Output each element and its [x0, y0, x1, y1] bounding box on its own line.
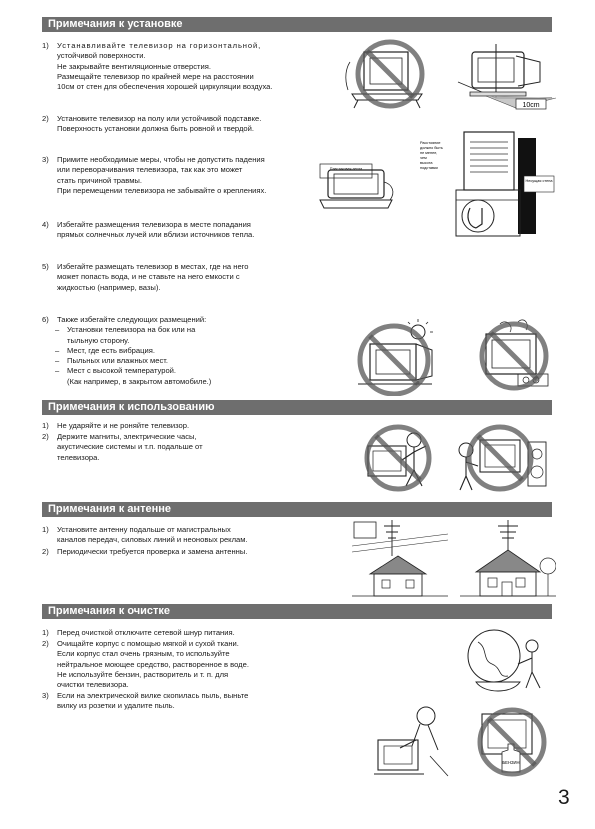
- item-line: Не ударяйте и не роняйте телевизор.: [57, 421, 190, 430]
- magnet-illustration: [450, 420, 554, 496]
- item-number: 2): [42, 432, 49, 441]
- sub-item-line: [57, 366, 211, 376]
- item-line: Также избегайте следующих размещений:: [57, 315, 207, 324]
- sun-heat-illustration: [350, 316, 440, 396]
- item-line: При перемещении телевизора не забывайте о креплениях.: [57, 185, 267, 195]
- sub-item-text: тыльную сторону.: [67, 335, 130, 345]
- item-line: Периодически требуется проверка и замена антенны.: [57, 547, 248, 556]
- unplug-illustration: [448, 620, 552, 700]
- item-number: 6): [42, 315, 49, 324]
- item-line: может попасть вода, и не ставьте на него емкости с: [57, 272, 240, 282]
- antenna-power-lines-illustration: [352, 516, 448, 598]
- dash-bullet: –: [55, 356, 60, 366]
- svg-text:не менее,: не менее,: [420, 151, 438, 155]
- item-number: 2): [42, 639, 49, 648]
- item-line: телевизора.: [57, 452, 100, 462]
- item-number: 3): [42, 155, 49, 164]
- no-solvent-illustration: [470, 700, 554, 782]
- sub-item-text: Установки телевизора на бок или на: [67, 325, 196, 335]
- distance-label: 10cm: [522, 102, 540, 109]
- dash-bullet: –: [55, 325, 60, 335]
- sub-item-text: (Как например, в закрытом автомобиле.): [67, 376, 212, 386]
- item-line: или переворачивания телевизора, так как это может: [57, 165, 243, 175]
- item-line: нейтральное моющее средство, растворенное в воде.: [57, 659, 249, 669]
- item-line: Размещайте телевизор по крайней мере на расстоянии: [57, 71, 254, 81]
- svg-text:высота: высота: [420, 161, 433, 165]
- band-label: Пластиковая лента: [329, 167, 363, 171]
- item-line: устойчивой поверхности.: [57, 51, 146, 61]
- wall-distance-illustration: [456, 42, 556, 114]
- section-header-cleaning: Примечания к очистке: [42, 604, 552, 619]
- svg-text:Расстояние: Расстояние: [420, 141, 441, 145]
- sub-item-line: [57, 336, 211, 346]
- sub-item-line: [57, 377, 211, 387]
- svg-text:должно быть: должно быть: [420, 146, 443, 150]
- item-line: Устанавливайте телевизор на горизонтальной,: [57, 41, 262, 50]
- item-line: Не закрывайте вентиляционные отверстия.: [57, 61, 211, 71]
- item-line: прямых солнечных лучей или вблизи источников тепла.: [57, 230, 255, 240]
- svg-text:чем: чем: [420, 156, 427, 160]
- item-number: 1): [42, 41, 49, 50]
- item-line: Примите необходимые меры, чтобы не допустить падения: [57, 155, 265, 164]
- item-number: 3): [42, 691, 49, 700]
- wall-label: Несущая стена: [525, 179, 553, 183]
- sub-item-line: [57, 346, 211, 356]
- section-header-usage: Примечания к использованию: [42, 400, 552, 415]
- item-line: Если на электрической вилке скопилась пыль, выньте: [57, 691, 249, 700]
- item-line: вилку из розетки и удалите пыль.: [57, 701, 175, 711]
- sub-item-line: [57, 356, 211, 366]
- dash-bullet: –: [55, 345, 60, 355]
- item-line: каналов передач, силовых линий и неоновых реклам.: [57, 535, 248, 545]
- stand-note: [420, 141, 443, 170]
- page-number: 3: [558, 786, 570, 809]
- item-line: 10см от стен для обеспечения хорошей циркуляции воздуха.: [57, 82, 273, 92]
- item-number: 2): [42, 114, 49, 123]
- antenna-house-illustration: [460, 516, 556, 598]
- sub-item-line: [57, 325, 211, 335]
- item-number: 1): [42, 525, 49, 534]
- item-line: Установите антенну подальше от магистральных: [57, 525, 231, 534]
- item-number: 2): [42, 547, 49, 556]
- item-line: стать причиной травмы.: [57, 175, 142, 185]
- item-line: жидкостью (например, вазы).: [57, 282, 161, 292]
- item-number: 1): [42, 628, 49, 637]
- item-number: 1): [42, 421, 49, 430]
- sub-item-text: Мест с высокой температурой.: [67, 366, 177, 376]
- section-header-install: Примечания к установке: [42, 17, 552, 32]
- fall-prevention-illustration: [318, 160, 408, 212]
- item-line: Поверхность установки должна быть ровной и твердой.: [57, 124, 254, 134]
- item-number: 5): [42, 262, 49, 271]
- unstable-surface-illustration: [340, 38, 440, 110]
- dash-bullet: –: [55, 366, 60, 376]
- hitting-tv-illustration: [358, 420, 440, 496]
- item-number: 4): [42, 220, 49, 229]
- sub-item-text: Пыльных или влажных мест.: [67, 356, 169, 366]
- item-line: Установите телевизор на полу или устойчивой подставке.: [57, 114, 262, 123]
- solvent-label: БЕНЗИН: [502, 760, 520, 765]
- item-line: Держите магниты, электрические часы,: [57, 432, 197, 441]
- svg-text:подставки: подставки: [420, 166, 438, 170]
- item-line: Очищайте корпус с помощью мягкой и сухой ткани.: [57, 639, 239, 648]
- item-line: очистки телевизора.: [57, 680, 129, 690]
- item-line: акустические системы и т.п. подальше от: [57, 442, 203, 452]
- section-header-antenna: Примечания к антенне: [42, 502, 552, 517]
- item-line: Избегайте размещения телевизора в месте попадания: [57, 220, 251, 229]
- wiping-tv-illustration: [368, 700, 458, 782]
- item-line: Не используйте бензин, растворитель и т. п. для: [57, 669, 229, 679]
- sub-item-text: Мест, где есть вибрация.: [67, 345, 155, 355]
- hot-place-illustration: [470, 316, 558, 396]
- item-line: Избегайте размещать телевизор в местах, где на него: [57, 262, 249, 271]
- wall-mount-illustration: [410, 128, 555, 240]
- item-line: Если корпус стал очень грязным, то используйте: [57, 649, 230, 659]
- item-line: Перед очисткой отключите сетевой шнур питания.: [57, 628, 235, 637]
